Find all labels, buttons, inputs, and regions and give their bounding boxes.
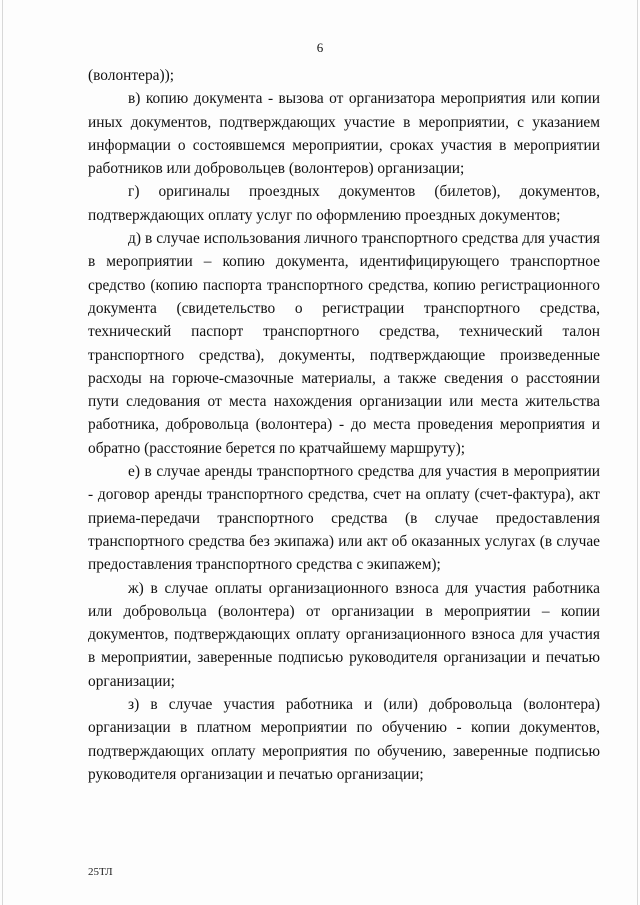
scan-edge-left [2, 0, 3, 905]
footer-code: 25ТЛ [88, 866, 113, 878]
paragraph-item-e: е) в случае аренды транспортного средства для участия в мероприятии - договор аренды транспортного средства, счет на оплату (счет-фактура), акт приема-передачи транспортного средства (в случае предоставления транспортного средства без экипажа) или акт об оказанных услугах (в случае предоставления транспортного средства с экипажем); [88, 463, 600, 574]
document-body [88, 64, 600, 786]
paragraph-item-g: г) оригиналы проездных документов (билетов), документов, подтверждающих оплату услуг по оформлению проездных документов; [88, 183, 600, 224]
paragraph-item-d: д) в случае использования личного транспортного средства для участия в мероприятии – копию документа, идентифицирующего транспортное средство (копию паспорта транспортного средства, копию регистрационного документа (свидетельство о регистрации транспортного средства, технический паспорт транспортного средства, технический талон транспортного средства), документы, подтверждающие произведенные расходы на горюче-смазочные материалы, а также сведения о расстоянии пути следования от места нахождения организации или места жительства работника, добровольца (волонтера) - до места проведения мероприятия и обратно (расстояние берется по кратчайшему маршруту); [88, 230, 600, 457]
page-number: 6 [316, 40, 324, 55]
paragraph-item-z: з) в случае участия работника и (или) добровольца (волонтера) организации в платном мероприятии по обучению - копии документов, подтверждающих оплату мероприятия по обучению, заверенные подписью руководителя организации и печатью организации; [88, 696, 600, 783]
paragraph-continuation: (волонтера)); [88, 67, 175, 84]
paragraph-item-v: в) копию документа - вызова от организатора мероприятия или копии иных документов, подтверждающих участие в мероприятии, с указанием информации о состоявшемся мероприятии, сроках участия в мероприятии работников или добровольцев (волонтеров) организации; [88, 90, 600, 178]
scan-edge-right [637, 0, 638, 905]
paragraph-item-zh: ж) в случае оплаты организационного взноса для участия работника или добровольца (волонтера) от организации в мероприятии – копии документов, подтверждающих оплату организационного взноса для участия в мероприятии, заверенные подписью руководителя организации и печатью организации; [88, 579, 600, 690]
